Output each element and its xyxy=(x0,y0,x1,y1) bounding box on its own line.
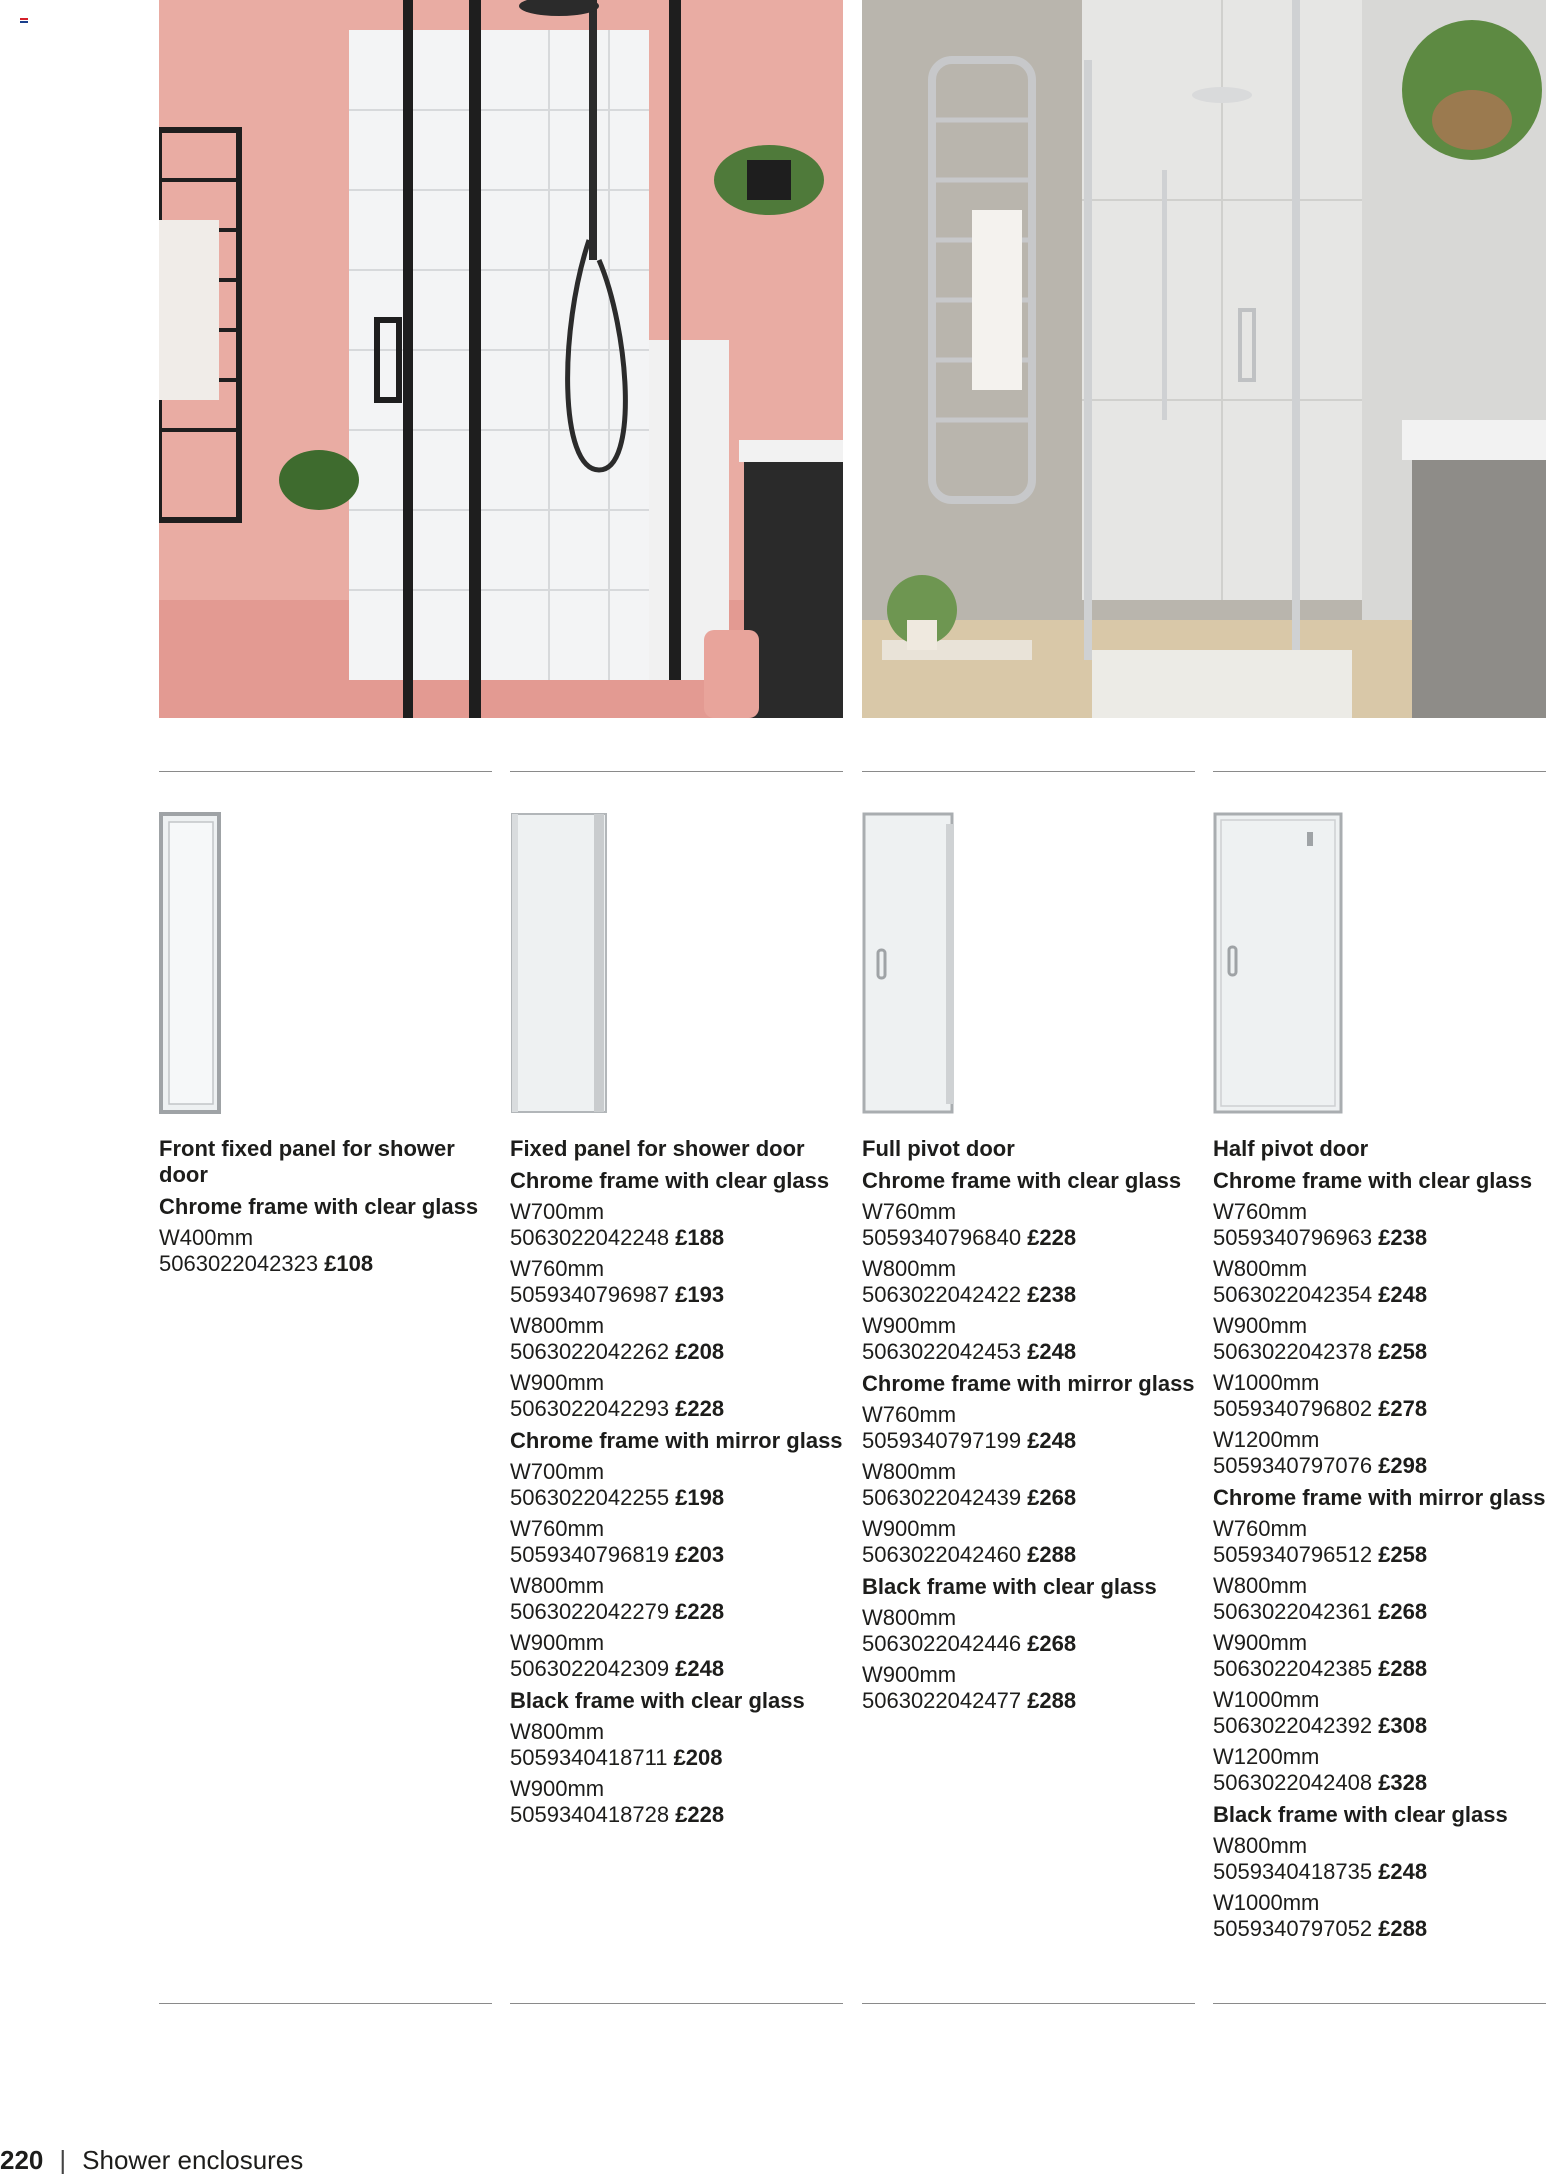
price: £308 xyxy=(1378,1713,1428,1738)
price: £278 xyxy=(1378,1396,1428,1421)
product-name: Fixed panel for shower door xyxy=(510,1136,805,1161)
size-label: W900mm xyxy=(862,1662,957,1687)
divider xyxy=(1213,2003,1546,2004)
size-label: W1000mm xyxy=(1213,1890,1320,1915)
divider xyxy=(862,2003,1195,2004)
list-item xyxy=(1213,1256,1546,1308)
product-code: 5063022042378 xyxy=(1213,1339,1373,1364)
price: £288 xyxy=(1027,1688,1077,1713)
product-code: 5063022042309 xyxy=(510,1656,670,1681)
price: £228 xyxy=(1027,1225,1077,1250)
list-item xyxy=(1213,1427,1546,1479)
price: £208 xyxy=(675,1339,725,1364)
lifestyle-photo-chrome-shower xyxy=(862,0,1546,718)
list-item xyxy=(510,1199,843,1251)
price: £228 xyxy=(675,1599,725,1624)
price: £268 xyxy=(1378,1599,1428,1624)
size-label: W760mm xyxy=(1213,1516,1308,1541)
price: £248 xyxy=(1378,1282,1428,1307)
variant-group-title: Chrome frame with clear glass xyxy=(159,1194,479,1219)
size-label: W400mm xyxy=(159,1225,254,1250)
product-column-full-pivot-door xyxy=(862,771,1195,1714)
product-code: 5059340796802 xyxy=(1213,1396,1373,1421)
product-code: 5059340418728 xyxy=(510,1802,670,1827)
list-item xyxy=(1213,1313,1546,1365)
price: £193 xyxy=(675,1282,725,1307)
size-label: W800mm xyxy=(510,1573,605,1598)
product-code: 5063022042392 xyxy=(1213,1713,1373,1738)
divider xyxy=(862,771,1195,772)
size-label: W900mm xyxy=(862,1516,957,1541)
size-label: W900mm xyxy=(510,1630,605,1655)
price: £248 xyxy=(1378,1859,1428,1884)
product-code: 5063022042323 xyxy=(159,1251,319,1276)
product-image-fixed-panel xyxy=(510,812,843,1122)
size-label: W760mm xyxy=(1213,1199,1308,1224)
variant-group xyxy=(510,1428,843,1682)
flag-icon xyxy=(20,18,28,27)
divider xyxy=(159,771,492,772)
product-code: 5063022042361 xyxy=(1213,1599,1373,1624)
list-item xyxy=(510,1776,843,1828)
price: £248 xyxy=(1027,1339,1077,1364)
product-code: 5063022042248 xyxy=(510,1225,670,1250)
size-label: W900mm xyxy=(1213,1630,1308,1655)
product-code: 5059340797199 xyxy=(862,1428,1022,1453)
product-code: 5059340796840 xyxy=(862,1225,1022,1250)
divider xyxy=(1213,771,1546,772)
price: £288 xyxy=(1378,1916,1428,1941)
product-code: 5063022042262 xyxy=(510,1339,670,1364)
product-code: 5059340418711 xyxy=(510,1745,668,1770)
price: £238 xyxy=(1378,1225,1428,1250)
list-item xyxy=(1213,1516,1546,1568)
list-item xyxy=(1213,1199,1546,1251)
list-item xyxy=(1213,1687,1546,1739)
footer-separator: | xyxy=(59,2145,67,2174)
price: £248 xyxy=(1027,1428,1077,1453)
list-item xyxy=(1213,1573,1546,1625)
list-item xyxy=(862,1199,1195,1251)
size-label: W1200mm xyxy=(1213,1744,1320,1769)
lifestyle-photo-black-shower xyxy=(159,0,843,718)
product-code: 5063022042453 xyxy=(862,1339,1022,1364)
price: £208 xyxy=(673,1745,723,1770)
size-label: W760mm xyxy=(862,1402,957,1427)
divider xyxy=(510,2003,843,2004)
list-item xyxy=(862,1605,1195,1657)
size-label: W800mm xyxy=(1213,1256,1308,1281)
size-label: W800mm xyxy=(510,1313,605,1338)
size-label: W1200mm xyxy=(1213,1427,1320,1452)
price: £228 xyxy=(675,1396,725,1421)
price: £238 xyxy=(1027,1282,1077,1307)
list-item xyxy=(1213,1744,1546,1796)
variant-group-title: Chrome frame with mirror glass xyxy=(862,1371,1195,1396)
product-code: 5059340797052 xyxy=(1213,1916,1373,1941)
product-code: 5059340796963 xyxy=(1213,1225,1373,1250)
product-code: 5059340418735 xyxy=(1213,1859,1373,1884)
variant-group-title: Black frame with clear glass xyxy=(862,1574,1157,1599)
product-code: 5059340796512 xyxy=(1213,1542,1373,1567)
divider xyxy=(159,2003,492,2004)
list-item xyxy=(510,1256,843,1308)
product-code: 5063022042439 xyxy=(862,1485,1022,1510)
page-number: 220 xyxy=(0,2145,44,2174)
size-label: W800mm xyxy=(862,1459,957,1484)
size-label: W760mm xyxy=(510,1516,605,1541)
section-title: Shower enclosures xyxy=(82,2145,304,2174)
size-label: W900mm xyxy=(510,1370,605,1395)
size-label: W1000mm xyxy=(1213,1370,1320,1395)
variant-group-title: Black frame with clear glass xyxy=(1213,1802,1508,1827)
size-label: W900mm xyxy=(510,1776,605,1801)
list-item xyxy=(862,1402,1195,1454)
list-item xyxy=(510,1313,843,1365)
list-item xyxy=(1213,1833,1546,1885)
list-item xyxy=(862,1516,1195,1568)
product-code: 5063022042422 xyxy=(862,1282,1022,1307)
list-item xyxy=(862,1313,1195,1365)
price: £268 xyxy=(1027,1485,1077,1510)
list-item xyxy=(510,1459,843,1511)
product-column-half-pivot-door xyxy=(1213,771,1546,1942)
list-item xyxy=(862,1459,1195,1511)
size-label: W1000mm xyxy=(1213,1687,1320,1712)
price: £268 xyxy=(1027,1631,1077,1656)
size-label: W800mm xyxy=(1213,1573,1308,1598)
variant-group xyxy=(159,1194,492,1277)
size-label: W800mm xyxy=(510,1719,605,1744)
product-name: Half pivot door xyxy=(1213,1136,1369,1161)
list-item xyxy=(510,1516,843,1568)
list-item xyxy=(862,1256,1195,1308)
price: £188 xyxy=(675,1225,725,1250)
size-label: W800mm xyxy=(1213,1833,1308,1858)
size-label: W900mm xyxy=(1213,1313,1308,1338)
price: £198 xyxy=(675,1485,725,1510)
variant-group-title: Chrome frame with clear glass xyxy=(862,1168,1182,1193)
variant-group xyxy=(510,1168,843,1422)
size-label: W700mm xyxy=(510,1199,605,1224)
size-label: W900mm xyxy=(862,1313,957,1338)
product-image-full-pivot-door xyxy=(862,812,1195,1122)
list-item xyxy=(862,1662,1195,1714)
product-image-front-fixed-panel xyxy=(159,812,492,1122)
product-code: 5059340797076 xyxy=(1213,1453,1373,1478)
variant-group xyxy=(1213,1485,1546,1796)
price: £288 xyxy=(1378,1656,1428,1681)
variant-group-title: Chrome frame with clear glass xyxy=(510,1168,830,1193)
variant-group-title: Chrome frame with mirror glass xyxy=(510,1428,843,1453)
variant-group xyxy=(1213,1168,1546,1479)
product-name: Front fixed panel for shower door xyxy=(159,1136,455,1187)
product-code: 5063022042408 xyxy=(1213,1770,1373,1795)
list-item xyxy=(159,1225,492,1277)
size-label: W760mm xyxy=(862,1199,957,1224)
product-code: 5063022042385 xyxy=(1213,1656,1373,1681)
variant-group xyxy=(1213,1802,1546,1942)
size-label: W800mm xyxy=(862,1256,957,1281)
product-code: 5063022042477 xyxy=(862,1688,1022,1713)
product-code: 5063022042255 xyxy=(510,1485,670,1510)
product-code: 5059340796987 xyxy=(510,1282,670,1307)
price: £258 xyxy=(1378,1542,1428,1567)
variant-group xyxy=(862,1168,1195,1365)
divider xyxy=(510,771,843,772)
list-item xyxy=(1213,1370,1546,1422)
product-name: Full pivot door xyxy=(862,1136,1015,1161)
product-code: 5063022042293 xyxy=(510,1396,670,1421)
list-item xyxy=(510,1573,843,1625)
variant-group xyxy=(510,1688,843,1828)
size-label: W800mm xyxy=(862,1605,957,1630)
size-label: W700mm xyxy=(510,1459,605,1484)
price: £248 xyxy=(675,1656,725,1681)
list-item xyxy=(1213,1890,1546,1942)
price: £288 xyxy=(1027,1542,1077,1567)
size-label: W760mm xyxy=(510,1256,605,1281)
variant-group-title: Chrome frame with mirror glass xyxy=(1213,1485,1546,1510)
product-column-front-fixed-panel xyxy=(159,771,492,1277)
list-item xyxy=(510,1630,843,1682)
price: £258 xyxy=(1378,1339,1428,1364)
product-code: 5063022042279 xyxy=(510,1599,670,1624)
product-code: 5063022042446 xyxy=(862,1631,1022,1656)
product-image-half-pivot-door xyxy=(1213,812,1546,1122)
variant-group xyxy=(862,1574,1195,1714)
product-code: 5063022042460 xyxy=(862,1542,1022,1567)
variant-group-title: Chrome frame with clear glass xyxy=(1213,1168,1533,1193)
list-item xyxy=(1213,1630,1546,1682)
product-code: 5059340796819 xyxy=(510,1542,670,1567)
page-footer xyxy=(0,2145,303,2174)
list-item xyxy=(510,1719,843,1771)
price: £328 xyxy=(1378,1770,1428,1795)
price: £203 xyxy=(675,1542,725,1567)
price: £108 xyxy=(324,1251,374,1276)
variant-group-title: Black frame with clear glass xyxy=(510,1688,805,1713)
product-column-fixed-panel xyxy=(510,771,843,1828)
list-item xyxy=(510,1370,843,1422)
product-code: 5063022042354 xyxy=(1213,1282,1373,1307)
variant-group xyxy=(862,1371,1195,1568)
price: £298 xyxy=(1378,1453,1428,1478)
price: £228 xyxy=(675,1802,725,1827)
